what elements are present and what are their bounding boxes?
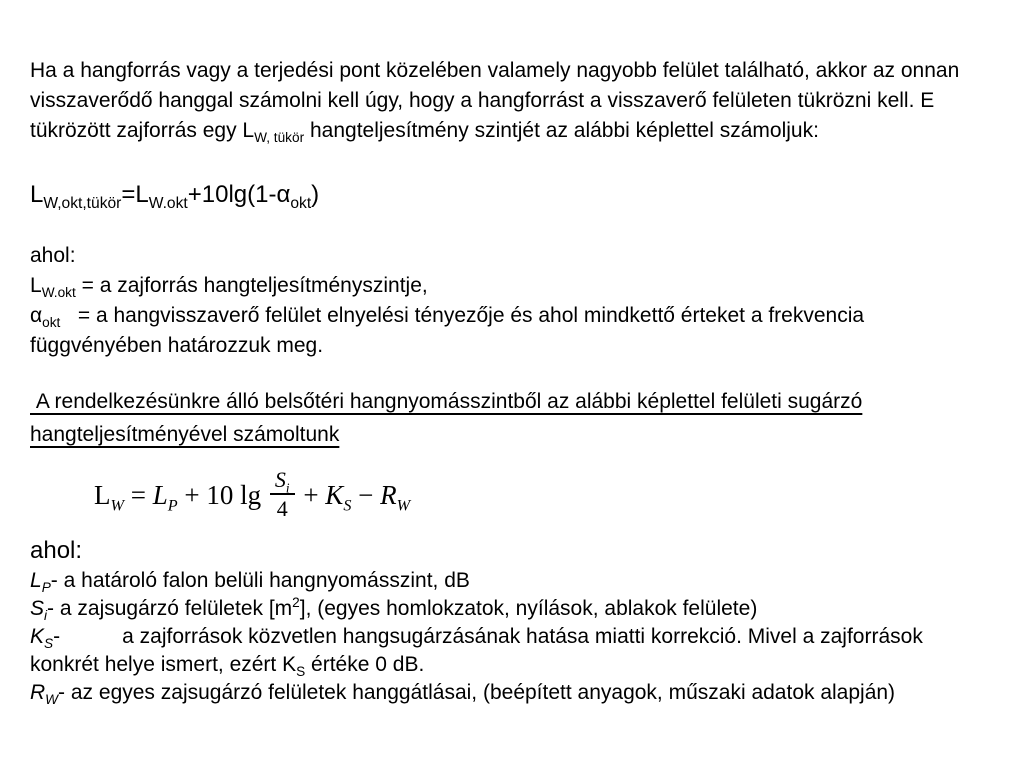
eq-plus-sign-1: + bbox=[184, 480, 200, 510]
eq-plus-sign-2: + bbox=[303, 480, 319, 510]
text-segment-i: R bbox=[30, 681, 46, 704]
eq-si: S bbox=[274, 466, 286, 492]
eq-lhs: L bbox=[94, 480, 111, 510]
text-segment-isub: i bbox=[44, 608, 48, 624]
eq-ks-sub: S bbox=[343, 496, 352, 515]
text-segment-sub: okt bbox=[290, 194, 312, 212]
eq-fraction-denominator: 4 bbox=[276, 495, 288, 521]
text-segment-isub: S bbox=[44, 636, 54, 652]
def-lp: $L_P-$ a határoló falon belüli hangnyomásszint, dB bbox=[30, 569, 470, 596]
text-segment-sub: W.okt bbox=[148, 194, 188, 212]
eq-lp: L bbox=[152, 480, 168, 510]
eq-rw-sub: W bbox=[396, 496, 411, 515]
text-segment-sub: W, tükör bbox=[254, 130, 305, 146]
eq-si-sub: i bbox=[285, 479, 290, 495]
text-segment-isub: P bbox=[41, 580, 51, 596]
where1-def-lwokt: $L_{W.okt} = a$ zajforrás hangteljesítményszintje, bbox=[30, 274, 428, 301]
where-block-1 bbox=[30, 241, 994, 361]
text-segment-sub: W,okt,tükör bbox=[43, 194, 122, 212]
def-rw: $R_W-$ az egyes zajsugárzó felületek hanggátlásai, (beépített anyagok, műszaki adatok alapján) bbox=[30, 681, 896, 708]
where2-label: ahol: bbox=[30, 537, 83, 564]
eq-minus-sign: − bbox=[358, 480, 374, 510]
eq-fraction bbox=[270, 467, 295, 522]
text-segment-i: L bbox=[30, 569, 42, 592]
text-segment-i: S bbox=[30, 597, 45, 620]
def-ks: $K_S-$ a zajforrások közvetlen hangsugárzásának hatása miatti korrekció. Mivel a zajforrások konkrét helye ismert, ezért $K_S$ értéke 0 dB. bbox=[30, 625, 923, 680]
eq-rw: R bbox=[380, 480, 397, 510]
where1-def-alpha: $\alpha_{okt} = a$ hangvisszaverő felület elnyelési tényezője és ahol mindkettő érteket a frekvencia függvényében határozzuk meg. bbox=[30, 304, 865, 357]
intro-paragraph: Ha a hangforrás vagy a terjedési pont közelében valamely nagyobb felület található, akkor az onnan visszaverődő hanggal számolni kell úgy, hogy a hangforrást a visszaverő felületen tükrözni kell. E tükrözött zajforrás egy $L_{W, tükör}$ hangteljesítmény szintjét az alábbi képlettel számoljuk: bbox=[30, 59, 960, 146]
text-segment-sub: S bbox=[296, 664, 306, 680]
statement-underlined: A rendelkezésünkre álló belsőtéri hangnyomásszintből az alábbi képlettel felületi sugárzó hangteljesítményével számoltunk bbox=[30, 390, 863, 446]
equation-lw bbox=[94, 467, 994, 523]
formula-lw-tukor: $L_{W,okt,tükör}=L_{W.okt}+10\lg(1-\alpha_{okt})$ bbox=[30, 181, 320, 212]
text-segment-isub: W bbox=[45, 692, 59, 708]
eq-equals-sign: = bbox=[130, 480, 146, 510]
where1-label: ahol: bbox=[30, 244, 76, 267]
text-segment-sup: 2 bbox=[292, 595, 300, 610]
text-segment-i: K bbox=[30, 625, 45, 648]
def-si: $S_i-$ a zajsugárzó felületek $[m^2]$, (egyes homlokzatok, nyílások, ablakok felülete) bbox=[30, 595, 758, 624]
eq-ks: K bbox=[325, 480, 344, 510]
text-segment-sub: okt bbox=[42, 315, 61, 331]
eq-lhs-sub: W bbox=[110, 496, 124, 515]
eq-fraction-numerator bbox=[270, 467, 295, 495]
where-block-2 bbox=[30, 535, 994, 707]
text-segment-sub: W.okt bbox=[41, 285, 76, 301]
eq-ten-lg: 10 lg bbox=[206, 480, 262, 510]
eq-lp-sub: P bbox=[167, 496, 178, 515]
